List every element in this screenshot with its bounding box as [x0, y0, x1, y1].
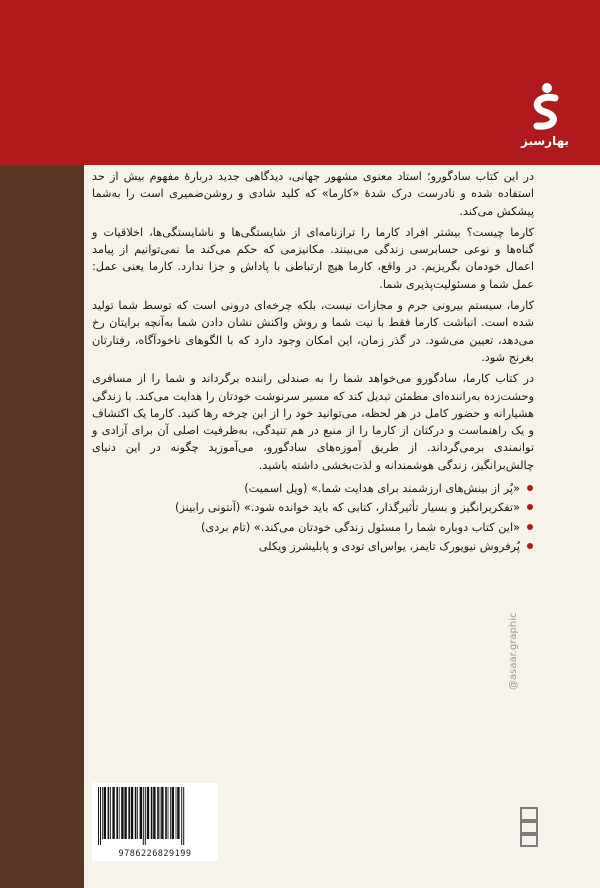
- paragraph-what-is-karma: کارما چیست؟ بیشتر افراد کارما را ترازنامه‌ای از شایستگی‌ها و ناشایستگی‌ها، اخلاقیات و گناه‌ها و نوعی حسابرسی زندگی می‌بینند. مکانیزمی که حکم می‌کند ما نمی‌توانیم از پیامد اعمال خودمان بگریزیم. در واقع، کارما هیچ ارتباطی با پاداش و جزا ندارد. کارما یعنی عمل: عمل شما و مسئولیت‌پذیری شما.: [92, 225, 534, 291]
- publisher-logo-icon: [525, 80, 565, 132]
- left-brown-strip: [0, 165, 84, 888]
- quote-tony-robbins: «تفکربرانگیز و بسیار تأثیرگذار، کتابی که باید خوانده شود.» (آنتونی رابینز): [92, 499, 534, 516]
- top-red-band: [0, 0, 600, 165]
- back-cover-text: [92, 168, 534, 557]
- quote-tom-brady: «این کتاب دوباره شما را مسئول زندگی خودتان می‌کند.» (تام بردی): [92, 519, 534, 536]
- isbn-barcode: [92, 783, 218, 861]
- bestseller-note: پُرفروش نیویورک تایمز، یواس‌ای تودی و پابلیشرز ویکلی: [92, 538, 534, 555]
- isbn-number: 9786226829199: [118, 849, 192, 859]
- publisher-name: بهارسبز: [520, 134, 569, 148]
- quote-will-smith: «پُر از بینش‌های ارزشمند برای هدایت شما.» (ویل اسمیت): [92, 480, 534, 497]
- barcode-icon: [92, 783, 218, 849]
- paragraph-intro: در این کتاب سادگورو؛ استاد معنوی مشهور جهانی، دیدگاهی جدید دربارهٔ مفهوم بیش از حد استفاده شده و نادرست درک شدهٔ «کارما» که کلید شادی و روشن‌ضمیری است را به‌شما پیشکش می‌کند.: [92, 170, 534, 218]
- studio-logo-icon: [519, 806, 539, 848]
- designer-watermark: @asaar.graphic: [508, 612, 519, 690]
- endorsement-list: [92, 480, 534, 555]
- paragraph-driver-seat: در کتاب کارما، سادگورو می‌خواهد شما را به صندلی راننده برگرداند و شما را از مسافری وحشت‌زده به‌راننده‌ای مطمئن تبدیل کند که مسیر سرنوشت خودتان را هدایت می‌کند. با زندگی هشیارانه و حضور کامل در هر لحظه، می‌توانید خود را از این چرخه رها کنید. کارما یک اکتشاف و یک راهنماست و درکتان از کارما را از منبع در هم تنیدگی، به‌ظرفیت اصلی آن برای آزادی و توانمندی برمی‌گرداند. از طریق آموزه‌های سادگورو، می‌آموزید چگونه در این دنیای چالش‌برانگیز، زندگی هوشمندانه و لذت‌بخشی داشته باشید.: [92, 372, 534, 472]
- paragraph-inner-cycle: کارما، سیستم بیرونی جرم و مجازات نیست، بلکه چرخه‌ای درونی است که توسط شما تولید شده است. انباشت کارما فقط با نیت شما و روش واکنش نشان دادن شما به‌آنچه برایتان رخ می‌دهد، تعیین می‌شود. در گذر زمان، این امکان وجود دارد که با الگوهای ناخودآگاه، رفتارتان بغرنج شود.: [92, 299, 534, 364]
- publisher-logo: [520, 80, 570, 160]
